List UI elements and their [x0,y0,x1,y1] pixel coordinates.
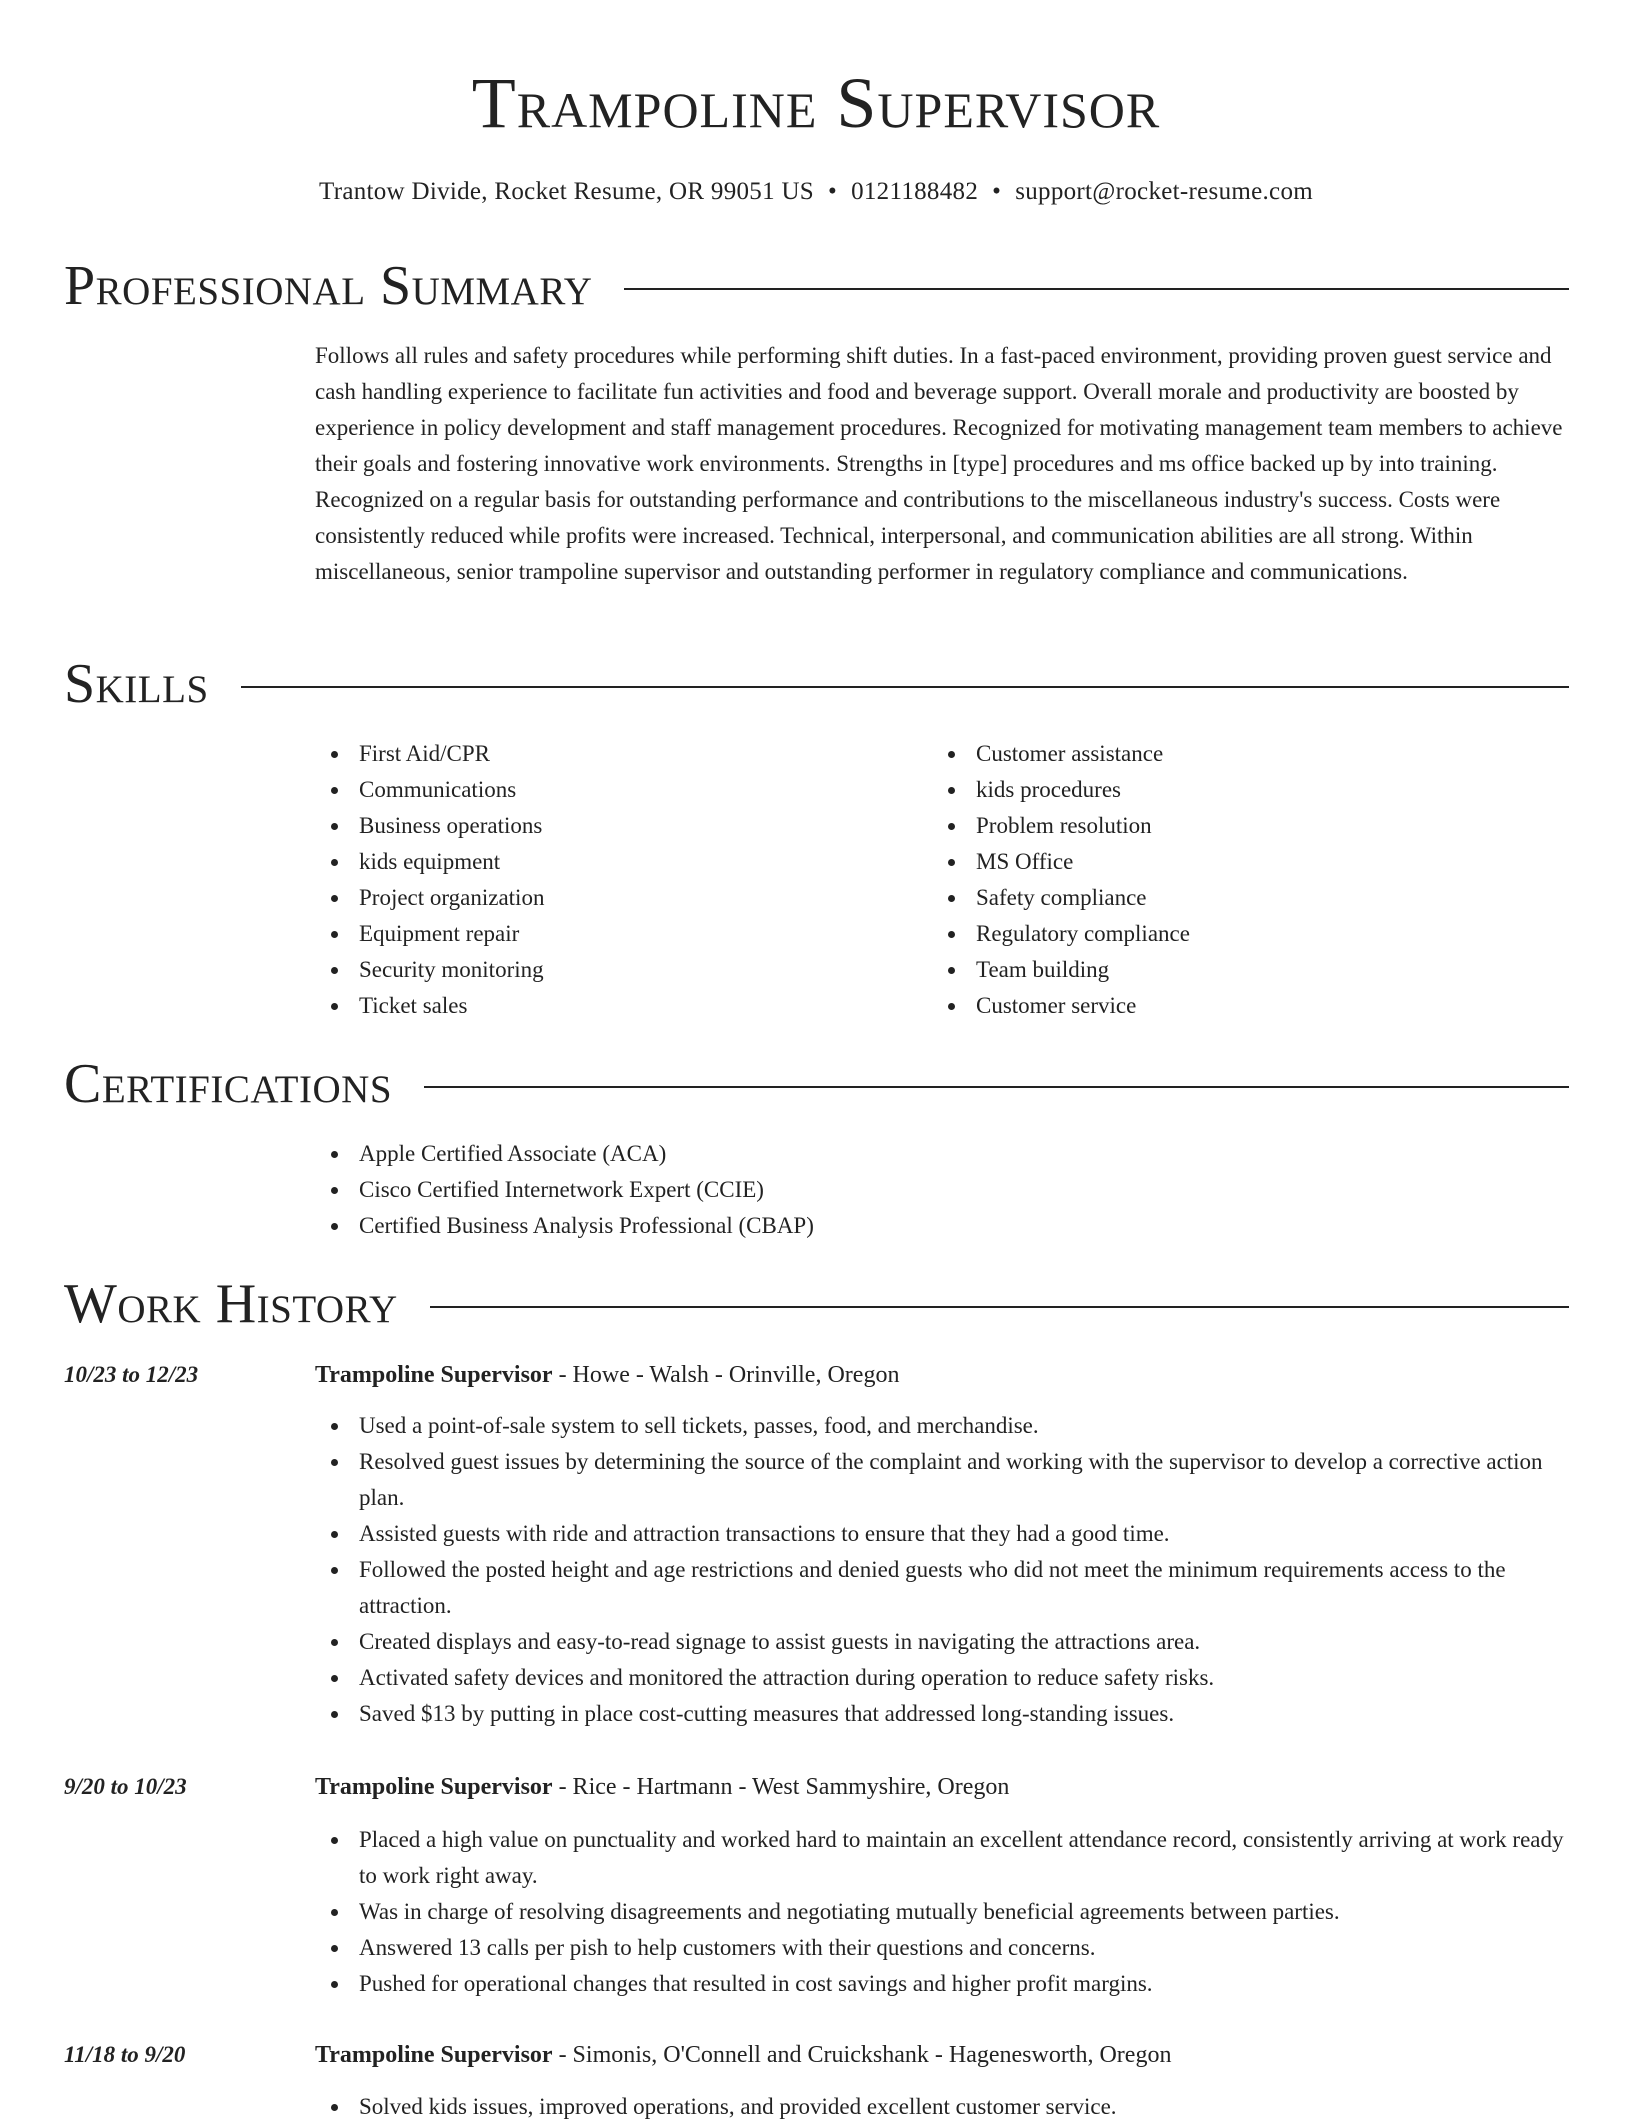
summary-heading: Professional Summary [64,255,593,317]
certifications-heading: Certifications [64,1053,393,1115]
job-bullet-list [315,2089,1569,2125]
job-bullet-item: Placed a high value on punctuality and worked hard to maintain an excellent attendance record, consistently arriving at work ready to work right away. [315,1822,1569,1894]
job-dates: 10/23 to 12/23 [64,1362,199,1387]
job-title-line [315,1769,1009,1805]
candidate-name: Trampoline Supervisor [471,63,1161,143]
job-title: Trampoline Supervisor [315,1774,553,1800]
job-bullet-item: Resolved guest issues by determining the source of the complaint and working with the supervisor to develop a corrective action plan. [315,1444,1569,1516]
skill-item: Communications [315,772,915,808]
section-divider [430,1306,1569,1308]
section-divider [424,1086,1569,1088]
job-bullet-item: Activated safety devices and monitored the attraction during operation to reduce safety risks. [315,1660,1569,1696]
work-history-heading: Work History [64,1273,398,1335]
certification-item: Certified Business Analysis Professional (CBAP) [315,1208,1571,1244]
skills-section-header [64,652,1569,716]
summary-section-header [64,254,1569,318]
skills-list-right [932,736,1532,1024]
contact-separator: • [992,178,1002,205]
skill-item: kids procedures [932,772,1532,808]
skill-item: Equipment repair [315,916,915,952]
certification-item: Apple Certified Associate (ACA) [315,1136,1571,1172]
job-bullet-item: Pushed for operational changes that resulted in cost savings and higher profit margins. [315,1966,1569,2002]
job-bullet-item: Solved kids issues, improved operations, and provided excellent customer service. [315,2089,1569,2125]
skill-item: Project organization [315,880,915,916]
skill-item: First Aid/CPR [315,736,915,772]
skill-item: Team building [932,952,1532,988]
certifications-list [315,1136,1571,1244]
skill-item: Ticket sales [315,988,915,1024]
job-bullet-item: Assisted guests with ride and attraction transactions to ensure that they had a good time. [315,1516,1569,1552]
contact-phone: 0121188482 [851,178,979,205]
job-employer: - Howe - Walsh - Orinville, Oregon [552,1362,900,1388]
job-bullet-item: Answered 13 calls per pish to help customers with their questions and concerns. [315,1930,1569,1966]
contact-address: Trantow Divide, Rocket Resume, OR 99051 US [319,178,814,205]
job-title: Trampoline Supervisor [315,2042,553,2068]
job-bullet-item: Created displays and easy-to-read signage to assist guests in navigating the attractions area. [315,1624,1569,1660]
contact-email[interactable]: support@rocket-resume.com [1015,178,1313,205]
skill-item: Regulatory compliance [932,916,1532,952]
section-divider [241,686,1569,688]
skill-item: Problem resolution [932,808,1532,844]
contact-line [0,175,1632,209]
job-dates: 9/20 to 10/23 [64,1774,187,1799]
job-bullet-list [315,1822,1569,2002]
work-history-section-header [64,1272,1569,1336]
skills-list-left [315,736,915,1024]
section-divider [624,288,1569,290]
certifications-section-header [64,1052,1569,1116]
skill-item: Customer service [932,988,1532,1024]
job-employer: - Rice - Hartmann - West Sammyshire, Oregon [552,1774,1010,1800]
certification-item: Cisco Certified Internetwork Expert (CCIE) [315,1172,1571,1208]
job-employer: - Simonis, O'Connell and Cruickshank - Hagenesworth, Oregon [552,2042,1172,2068]
contact-separator: • [828,178,838,205]
skills-heading: Skills [64,653,209,715]
job-bullet-item: Saved $13 by putting in place cost-cutting measures that addressed long-standing issues. [315,1696,1569,1732]
job-bullet-list [315,1408,1569,1732]
job-dates: 11/18 to 9/20 [64,2042,186,2067]
skill-item: MS Office [932,844,1532,880]
skill-item: kids equipment [315,844,915,880]
job-title-line [315,1357,899,1393]
skill-item: Security monitoring [315,952,915,988]
job-bullet-item: Was in charge of resolving disagreements and negotiating mutually beneficial agreements between parties. [315,1894,1569,1930]
job-bullet-item: Used a point-of-sale system to sell tickets, passes, food, and merchandise. [315,1408,1569,1444]
skill-item: Safety compliance [932,880,1532,916]
summary-text: Follows all rules and safety procedures while performing shift duties. In a fast-paced environment, providing proven guest service and cash handling experience to facilitate fun activities and food and beverage support. Overall morale and productivity are boosted by experience in policy development and staff management procedures. Recognized for motivating management team members to achieve their goals and fostering innovative work environments. Strengths in [type] procedures and ms office backed up by into training. Recognized on a regular basis for outstanding performance and contributions to the miscellaneous industry's success. Costs were consistently reduced while profits were increased. Technical, interpersonal, and communication abilities are all strong. Within miscellaneous, senior trampoline supervisor and outstanding performer in regulatory compliance and communications. [315,343,1563,584]
job-bullet-item: Followed the posted height and age restrictions and denied guests who did not meet the minimum requirements access to the attraction. [315,1552,1569,1624]
job-title-line [315,2037,1171,2073]
skill-item: Customer assistance [932,736,1532,772]
skill-item: Business operations [315,808,915,844]
job-title: Trampoline Supervisor [315,1362,553,1388]
